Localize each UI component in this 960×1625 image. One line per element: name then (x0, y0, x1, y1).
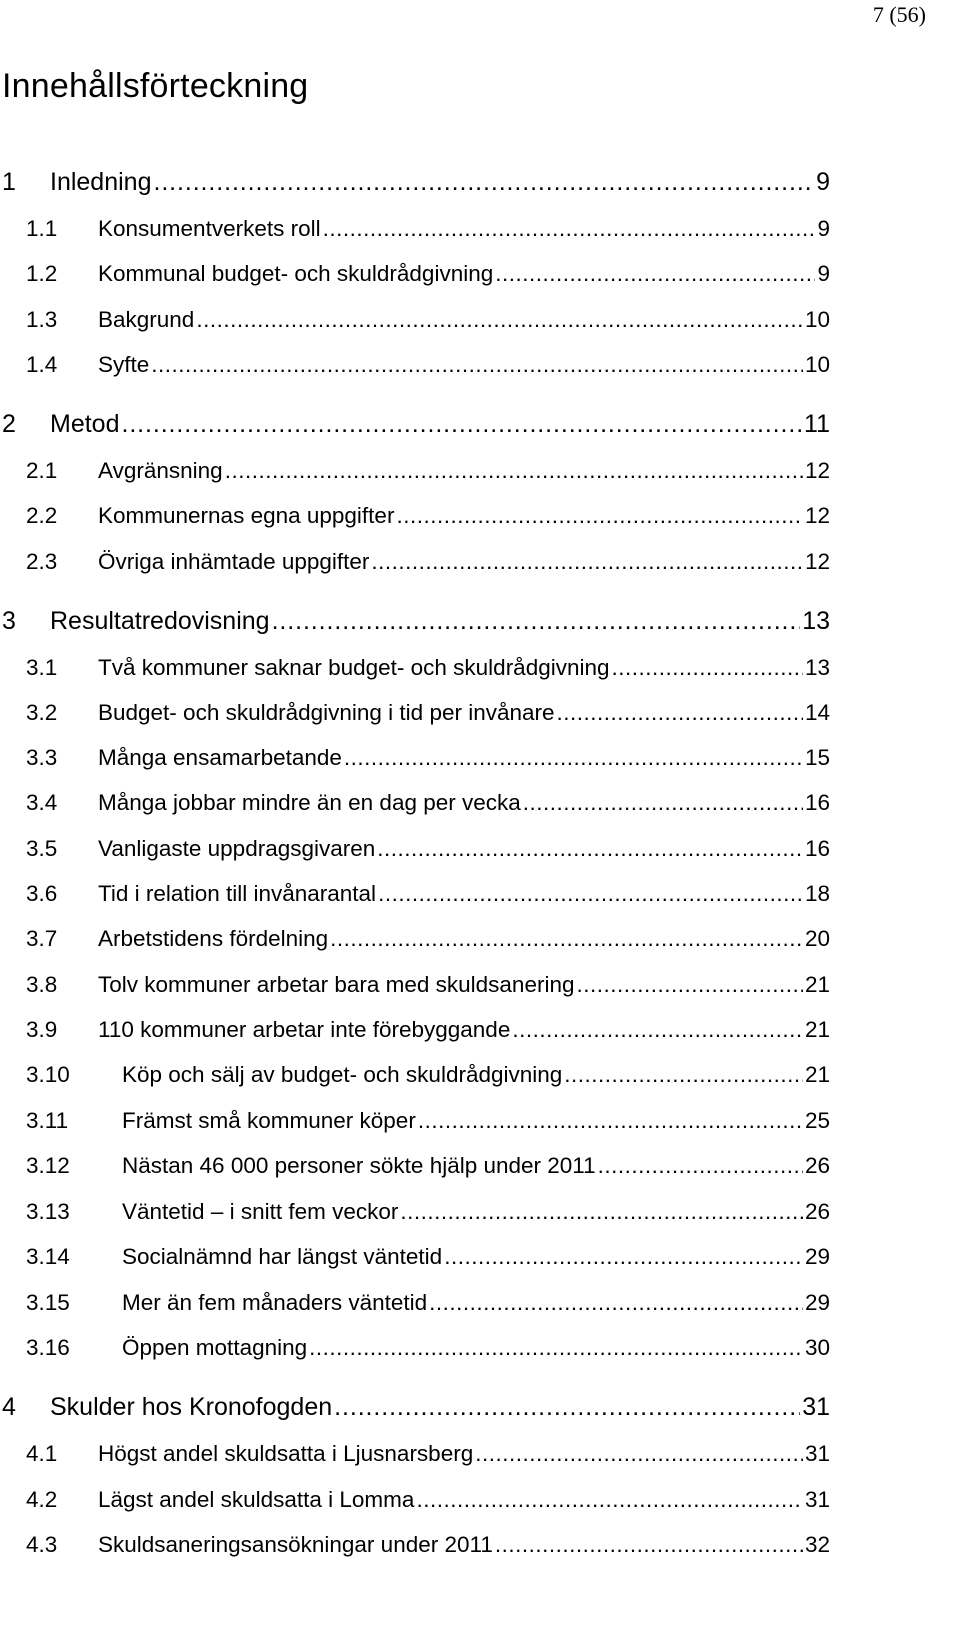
toc-entry-label: Resultatredovisning (50, 606, 270, 635)
toc-entry-label: Mer än fem månaders väntetid (122, 1289, 428, 1315)
toc-entry[interactable] (26, 1064, 830, 1087)
toc-entry-number: 3.14 (26, 1244, 70, 1270)
dot-leader (475, 1443, 803, 1466)
toc-entry[interactable] (26, 928, 830, 951)
toc-entry-page: 13 (802, 606, 830, 635)
toc-entry-number: 3.9 (26, 1016, 58, 1042)
toc-entry-number: 4.2 (26, 1486, 58, 1512)
toc-entry[interactable] (26, 971, 830, 997)
toc-entry-page: 25 (804, 1107, 830, 1133)
dot-leader (330, 928, 803, 951)
toc-entry-page: 29 (804, 1244, 830, 1270)
dot-leader (377, 838, 803, 861)
page-title: Innehållsförteckning (2, 67, 309, 105)
toc-entry-label: Många jobbar mindre än en dag per vecka (98, 790, 521, 816)
toc-entry-label: Syfte (98, 351, 150, 377)
toc-entry-page: 16 (804, 790, 830, 816)
dot-leader (564, 1064, 803, 1087)
toc-entry-page: 26 (804, 1153, 830, 1179)
toc-entry[interactable] (26, 1107, 830, 1133)
dot-leader (151, 354, 803, 377)
toc-entry-label: Tolv kommuner arbetar bara med skuldsanering (98, 971, 575, 997)
toc-entry-page: 30 (804, 1335, 830, 1361)
toc-entry-page: 13 (804, 654, 830, 680)
dot-leader (153, 170, 814, 195)
toc-entry-label: Budget- och skuldrådgivning i tid per invånare (98, 699, 555, 725)
dot-leader (576, 974, 802, 997)
dot-leader (612, 657, 803, 680)
toc-entry-page: 29 (804, 1289, 830, 1315)
toc-entry-page: 20 (804, 926, 830, 952)
toc-entry-label: Öppen mottagning (122, 1335, 308, 1361)
toc-entry-page: 10 (804, 351, 830, 377)
toc-entry[interactable] (26, 1155, 830, 1178)
toc-entry-number: 3.2 (26, 699, 58, 725)
toc-entry-label: Arbetstidens fördelning (98, 926, 329, 952)
toc-entry-page: 31 (804, 1441, 830, 1467)
toc-entry[interactable] (26, 1016, 830, 1042)
toc-entry-page: 9 (817, 261, 830, 287)
toc-entry-number: 1.3 (26, 306, 58, 332)
toc-entry-label: Skuldsaneringsansökningar under 2011 (98, 1532, 493, 1557)
toc-entry-page: 11 (804, 409, 830, 438)
dot-leader (196, 309, 803, 332)
toc-entry-page: 15 (804, 745, 830, 771)
toc-entry-number: 3.11 (26, 1107, 69, 1133)
toc-entry-number: 3.6 (26, 881, 58, 906)
toc-entry-label: Vanligaste uppdragsgivaren (98, 835, 376, 861)
toc-entry-number: 3.10 (26, 1062, 70, 1088)
toc-entry-label: Metod (50, 409, 120, 438)
toc-entry[interactable] (26, 1443, 830, 1466)
dot-leader (334, 1395, 800, 1420)
toc-entry-number: 2.2 (26, 503, 58, 529)
dot-leader (418, 1110, 803, 1133)
toc-entry-number: 3.15 (26, 1289, 70, 1315)
toc-entry-label: Köp och sälj av budget- och skuldrådgivning (122, 1062, 563, 1088)
toc-entry-label: Socialnämnd har längst väntetid (122, 1244, 443, 1270)
dot-leader (371, 551, 803, 574)
toc-entry-label: Konsumentverkets roll (98, 216, 321, 241)
dot-leader (598, 1155, 803, 1178)
toc-entry-label: Avgränsning (98, 457, 223, 483)
toc-entry-page: 32 (804, 1532, 830, 1557)
toc-entry-number: 3.7 (26, 926, 58, 952)
toc-entry[interactable] (26, 1337, 830, 1360)
toc-entry-number: 3.12 (26, 1153, 70, 1179)
toc-entry-label: Kommunernas egna uppgifter (98, 503, 395, 529)
dot-leader (444, 1246, 803, 1269)
toc-entry[interactable] (2, 170, 830, 195)
toc-entry[interactable] (26, 505, 830, 528)
toc-entry-page: 12 (804, 457, 830, 483)
toc-entry-page: 21 (804, 971, 830, 997)
toc-entry-number: 3.13 (26, 1198, 70, 1224)
toc-entry-page: 16 (804, 835, 830, 861)
toc-entry[interactable] (2, 606, 830, 635)
dot-leader (523, 792, 803, 815)
toc-entry-page: 12 (804, 548, 830, 574)
dot-leader (400, 1201, 803, 1224)
toc-entry[interactable] (26, 1289, 830, 1315)
toc-entry-number: 3.4 (26, 790, 58, 816)
toc-entry[interactable] (26, 883, 830, 906)
toc-entry[interactable] (26, 792, 830, 815)
toc-entry-page: 18 (804, 881, 830, 906)
toc-entry[interactable] (26, 548, 830, 574)
toc-entry-number: 3.16 (26, 1335, 70, 1361)
toc-entry-label: Främst små kommuner köper (122, 1107, 416, 1133)
toc-entry[interactable] (26, 351, 830, 377)
toc-entry-label: Inledning (50, 168, 152, 196)
toc-entry[interactable] (26, 835, 830, 861)
toc-entry[interactable] (2, 409, 830, 438)
toc-entry-number: 3.5 (26, 835, 58, 861)
dot-leader (557, 702, 803, 725)
toc-entry[interactable] (26, 1486, 830, 1512)
dot-leader (396, 505, 803, 528)
toc-entry-label: Högst andel skuldsatta i Ljusnarsberg (98, 1441, 474, 1467)
toc-entry-page: 31 (804, 1486, 830, 1512)
dot-leader (344, 747, 803, 770)
toc-entry-number: 1.2 (26, 261, 58, 287)
toc-entry-number: 2 (2, 409, 16, 438)
toc-entry-page: 14 (804, 699, 830, 725)
toc-entry-page: 21 (804, 1016, 830, 1042)
toc-entry-number: 2.3 (26, 548, 58, 574)
toc-entry[interactable] (2, 1395, 830, 1420)
dot-leader (495, 1534, 803, 1557)
toc-entry-label: Nästan 46 000 personer sökte hjälp under 2011 (122, 1153, 596, 1179)
dot-leader (378, 883, 803, 906)
toc-entry-label: Många ensamarbetande (98, 745, 342, 771)
toc-entry[interactable] (26, 747, 830, 770)
toc-entry-number: 3.1 (26, 654, 58, 680)
dot-leader (309, 1337, 803, 1360)
dot-leader (495, 263, 815, 286)
toc-entry-page: 9 (817, 216, 830, 241)
toc-entry-label: Två kommuner saknar budget- och skuldrådgivning (98, 654, 610, 680)
toc-entry-number: 3 (2, 606, 16, 635)
toc-entry-page: 21 (804, 1062, 830, 1088)
toc-entry[interactable] (26, 699, 830, 725)
dot-leader (323, 218, 816, 241)
dot-leader (272, 609, 801, 634)
toc-entry[interactable] (26, 263, 830, 286)
toc-entry-page: 9 (816, 168, 830, 196)
toc-entry[interactable] (26, 1246, 830, 1269)
toc-entry-label: Tid i relation till invånarantal (98, 881, 377, 906)
toc-entry[interactable] (26, 218, 830, 241)
toc-entry-number: 2.1 (26, 457, 58, 483)
toc-entry-label: Kommunal budget- och skuldrådgivning (98, 261, 494, 287)
toc-entry-label: 110 kommuner arbetar inte förebyggande (98, 1016, 511, 1042)
toc-entry-label: Väntetid – i snitt fem veckor (122, 1198, 399, 1224)
toc-entry-number: 1.4 (26, 351, 58, 377)
toc-entry-page: 26 (804, 1198, 830, 1224)
toc-entry-number: 4.1 (26, 1441, 58, 1467)
toc-entry-number: 4 (2, 1393, 16, 1422)
toc-entry[interactable] (26, 306, 830, 332)
dot-leader (429, 1292, 803, 1315)
toc-entry-label: Övriga inhämtade uppgifter (98, 548, 370, 574)
toc-entry-label: Lägst andel skuldsatta i Lomma (98, 1486, 415, 1512)
toc-entry-page: 10 (804, 306, 830, 332)
toc-entry-label: Bakgrund (98, 306, 195, 332)
toc-entry-number: 3.8 (26, 971, 58, 997)
dot-leader (121, 412, 802, 437)
toc-entry[interactable] (26, 457, 830, 483)
toc-entry[interactable] (26, 1534, 830, 1557)
toc-entry-label: Skulder hos Kronofogden (50, 1393, 333, 1422)
toc-entry-page: 31 (802, 1393, 830, 1422)
toc-entry-number: 3.3 (26, 745, 58, 771)
toc-entry[interactable] (26, 654, 830, 680)
dot-leader (225, 460, 803, 483)
toc-entry[interactable] (26, 1198, 830, 1224)
toc-entry-number: 1.1 (26, 216, 58, 241)
dot-leader (416, 1489, 803, 1512)
toc-entry-page: 12 (804, 503, 830, 529)
page-number: 7 (56) (872, 2, 926, 27)
toc-entry-number: 4.3 (26, 1532, 58, 1557)
toc-entry-number: 1 (2, 168, 16, 196)
dot-leader (512, 1019, 803, 1042)
